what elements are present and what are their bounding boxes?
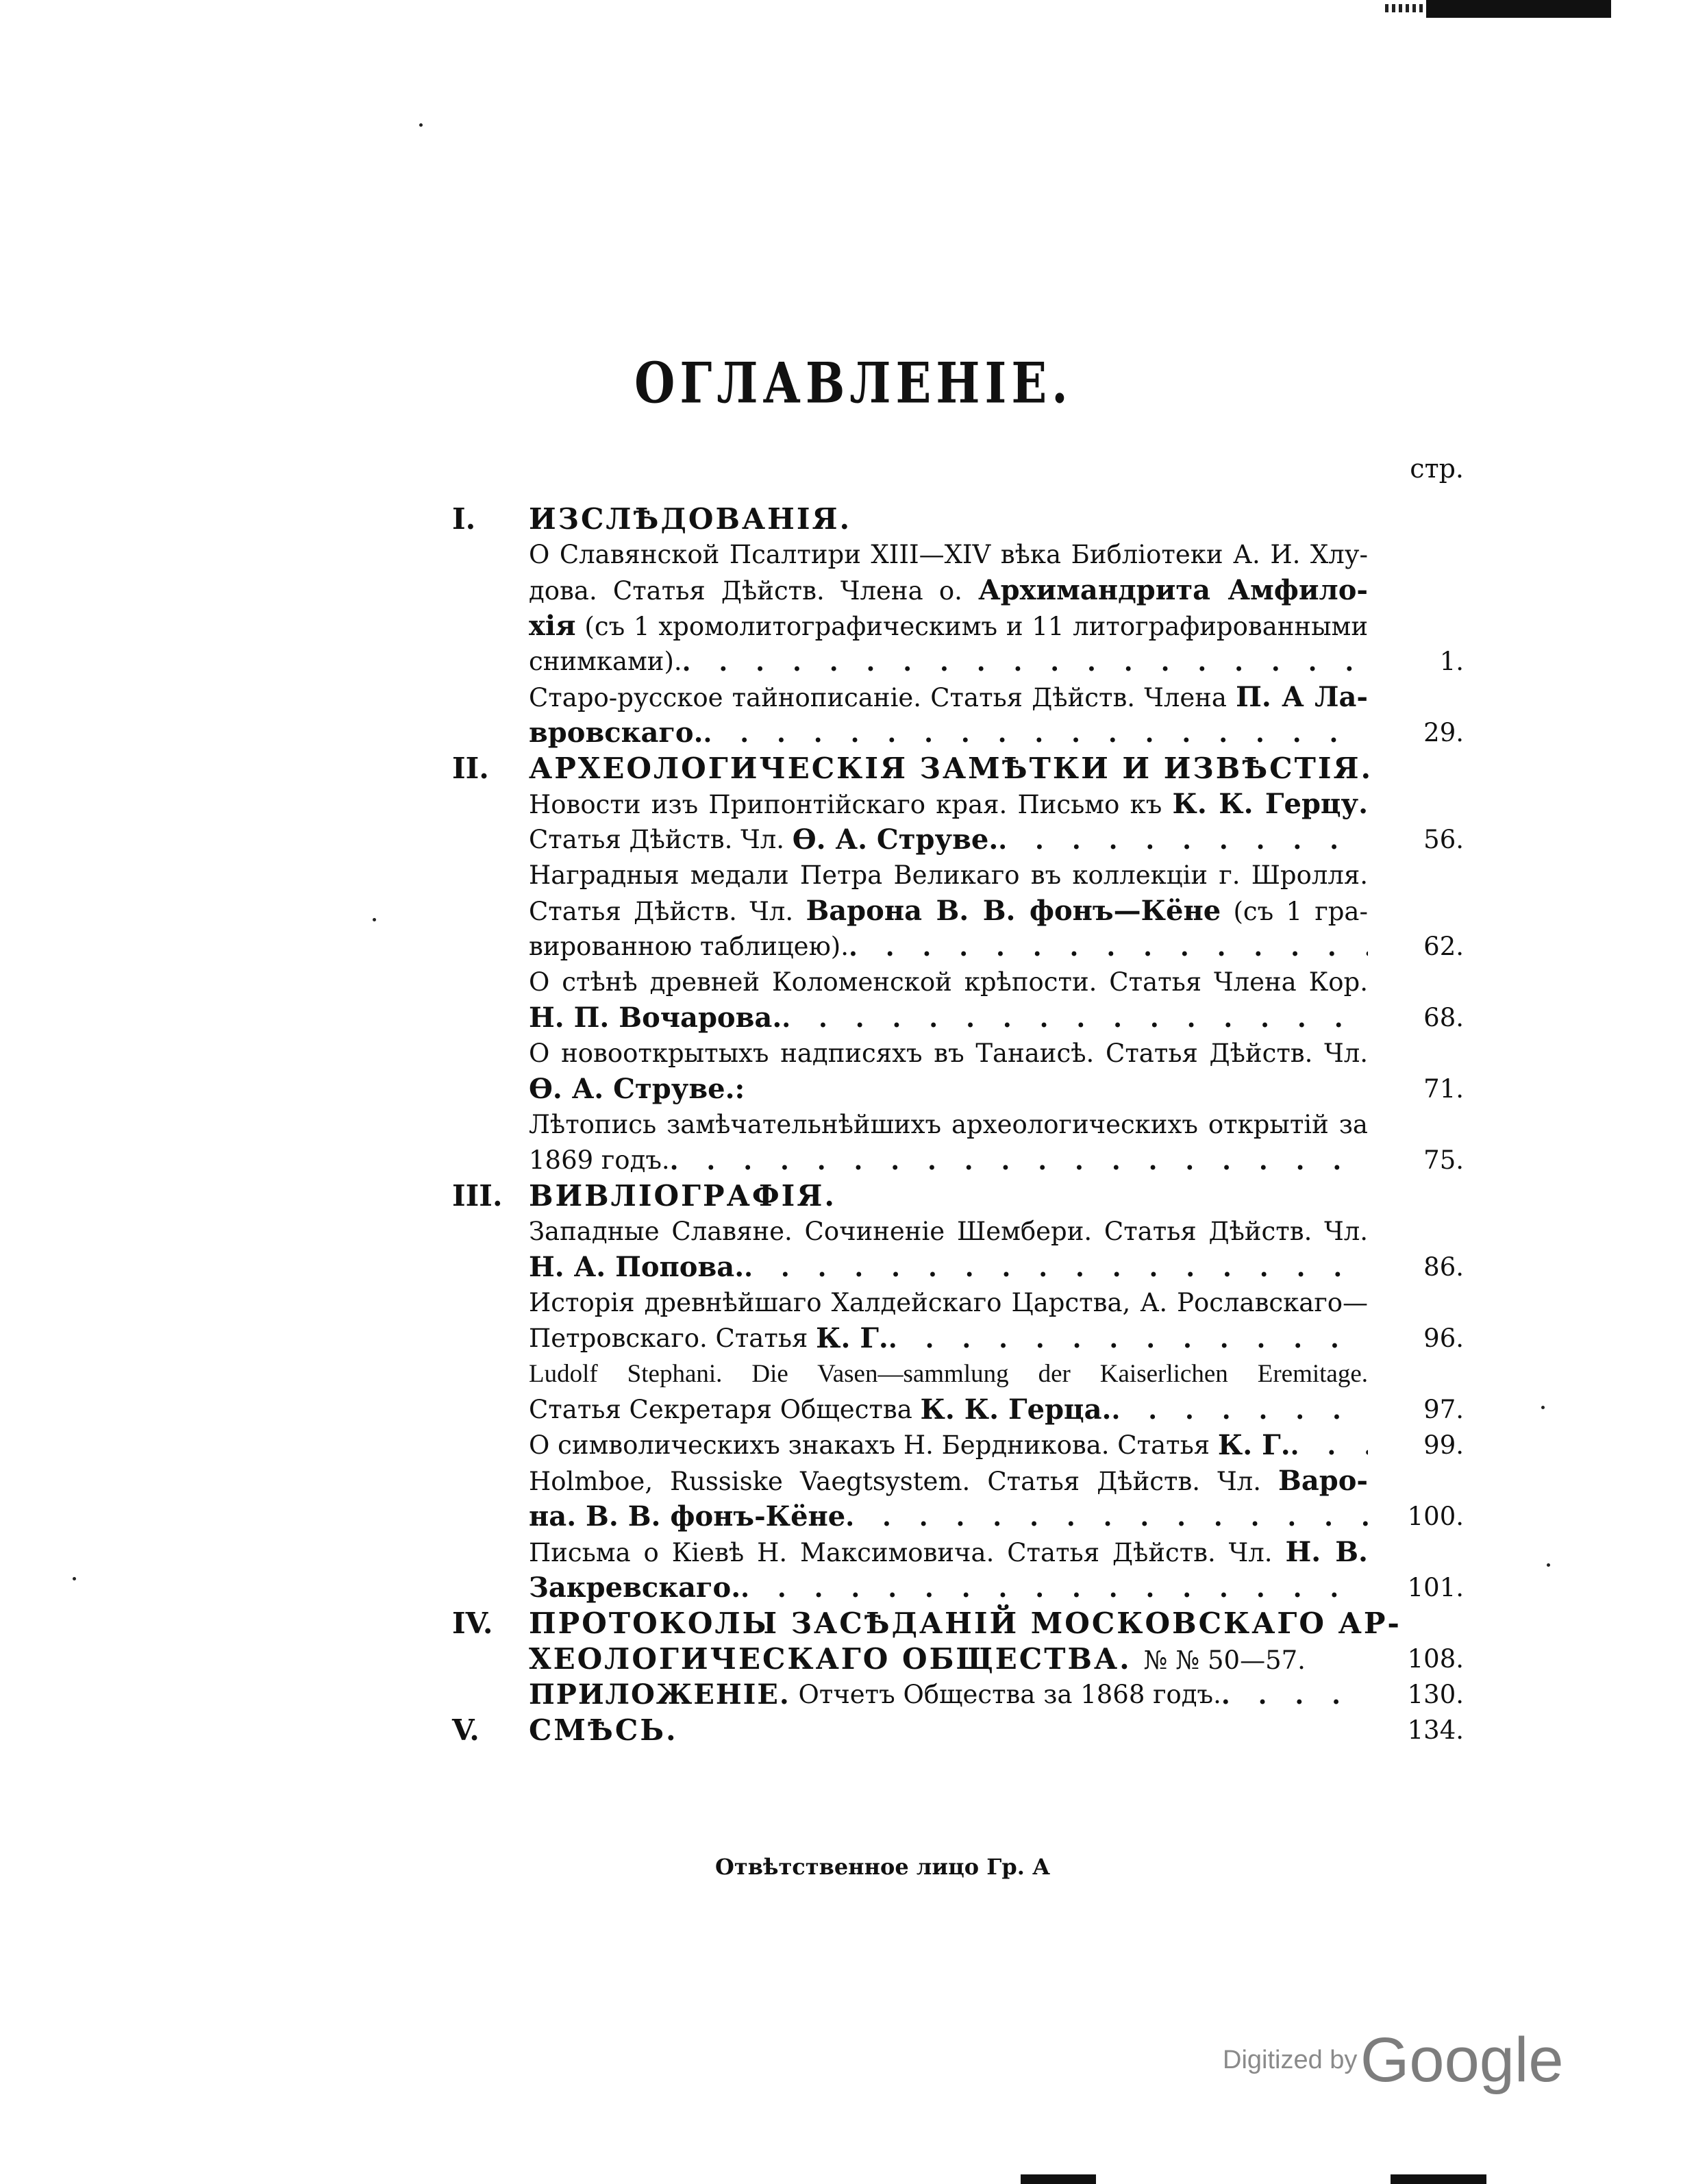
- toc-entry-line: Лѣтопись замѣчательнѣйшихъ археологическихъ открытій за: [529, 1110, 1368, 1139]
- section-4: [452, 1606, 1464, 1677]
- scan-speck: [73, 1577, 76, 1580]
- toc-entry-line: вровскаго. . . .: [529, 715, 1368, 752]
- scan-speck: [373, 918, 376, 921]
- appendix-title[interactable]: ПРИЛОЖЕНІЕ.: [529, 1678, 790, 1711]
- toc-entry-line: Ѳ. А. Струве.:: [529, 1073, 745, 1105]
- toc-entry-line: О новооткрытыхъ надписяхъ въ Танаисѣ. Статья Дѣйств. Чл.: [529, 1039, 1368, 1068]
- page-number[interactable]: 97.: [1423, 1395, 1464, 1424]
- section-1: [452, 501, 1464, 537]
- toc-entry-line: Статья Дѣйств. Чл. Варона В. В. фонъ—Кёне (съ 1 гра-: [529, 895, 1368, 927]
- page-number[interactable]: 134.: [1407, 1715, 1464, 1745]
- toc-entry-line: снимками). . . .: [529, 644, 1368, 680]
- section-number: III.: [452, 1179, 503, 1213]
- section-number: V.: [452, 1713, 479, 1747]
- page-number[interactable]: 130.: [1407, 1680, 1464, 1709]
- page-number[interactable]: 56.: [1423, 825, 1464, 854]
- toc-entry-line: О стѣнѣ древней Коломенской крѣпости. Статья Члена Кор.: [529, 967, 1368, 997]
- scan-edge-mark: [1021, 2174, 1096, 2184]
- page-number[interactable]: 99.: [1423, 1430, 1464, 1460]
- toc-entry-line: на. В. В. фонъ-Кёне . . .: [529, 1499, 1368, 1535]
- responsible-person-note: Отвѣтственное лицо Гр. А: [715, 1854, 1051, 1880]
- toc-entry-line: 1869 годъ. . . .: [529, 1143, 1368, 1179]
- page-number[interactable]: 75.: [1423, 1145, 1464, 1175]
- page-number[interactable]: 100.: [1407, 1502, 1464, 1531]
- page-number[interactable]: 101.: [1407, 1573, 1464, 1602]
- page-number[interactable]: 29.: [1423, 718, 1464, 747]
- google-logo: Google: [1360, 2025, 1564, 2095]
- appendix-entry: [452, 1677, 1464, 1713]
- toc-entry-line: Петровскаго. Статья К. Г. . . .: [529, 1321, 1368, 1357]
- toc-entry-line: Новости изъ Припонтійскаго края. Письмо къ К. К. Герцу.: [529, 788, 1369, 820]
- toc-entry-line: Н. А. Попова. . . .: [529, 1250, 1368, 1286]
- page-number[interactable]: 62.: [1423, 932, 1464, 961]
- section-title[interactable]: ВИВЛІОГРАФІЯ.: [529, 1179, 836, 1213]
- toc-entry-line: О символическихъ знакахъ Н. Бердникова. Статья К. Г. . . .: [529, 1428, 1368, 1464]
- toc-entry-line: Ludolf Stephani. Die Vasen—sammlung der Kaiserlichen Eremitage.: [529, 1360, 1368, 1388]
- section-2: [452, 751, 1464, 786]
- appendix-text: Отчетъ Общества за 1868 годъ.: [798, 1680, 1221, 1709]
- page-title: ОГЛАВЛЕНІЕ.: [634, 351, 1073, 417]
- watermark-prefix: Digitized by: [1223, 2046, 1358, 2074]
- toc-entry-line: дова. Статья Дѣйств. Члена о. Архимандрита Амфило-: [529, 574, 1369, 606]
- section-number: I.: [452, 502, 476, 536]
- table-of-contents: [452, 501, 1464, 1748]
- section-5: [452, 1713, 1464, 1748]
- section-title-continued[interactable]: ХЕОЛОГИЧЕСКАГО ОБЩЕСТВА. № № 50—57.: [529, 1642, 1306, 1676]
- section-number: IV.: [452, 1606, 493, 1640]
- section-title[interactable]: ПРОТОКОЛЫ ЗАСѢДАНІЙ МОСКОВСКАГО АР-: [529, 1606, 1401, 1640]
- section-3: [452, 1178, 1464, 1214]
- scan-edge-mark: [1426, 0, 1611, 18]
- toc-entry-line: Старо-русское тайнописаніе. Статья Дѣйств. Члена П. А Ла-: [529, 681, 1368, 713]
- toc-entry-line: Западные Славяне. Сочиненіе Шембери. Статья Дѣйств. Чл.: [529, 1217, 1368, 1246]
- toc-entry-line: Наградныя медали Петра Великаго въ коллекціи г. Шролля.: [529, 860, 1368, 890]
- toc-entry-line: хія (съ 1 хромолитографическимъ и 11 литографированными: [529, 610, 1368, 642]
- section-title[interactable]: ИЗСЛѢДОВАНІЯ.: [529, 502, 852, 536]
- digitized-watermark: [1223, 2024, 1564, 2096]
- page-number[interactable]: 86.: [1423, 1252, 1464, 1282]
- page-number[interactable]: 108.: [1407, 1644, 1464, 1674]
- toc-entry-line: Закревскаго. . . .: [529, 1570, 1368, 1606]
- toc-entry-line: Holmboe, Russiske Vaegtsystem. Статья Дѣйств. Чл. Варо-: [529, 1465, 1368, 1497]
- page-number[interactable]: 71.: [1423, 1074, 1464, 1104]
- toc-entry-line: О Славянской Псалтири XIII—XIV вѣка Библіотеки А. И. Хлу-: [529, 540, 1368, 569]
- scan-speck: [1541, 1406, 1545, 1409]
- section-title[interactable]: СМѢСЬ.: [529, 1713, 678, 1747]
- scan-speck: [419, 123, 423, 127]
- section-number: II.: [452, 752, 489, 785]
- toc-entry-line: Письма о Кіевѣ Н. Максимовича. Статья Дѣйств. Чл. Н. В.: [529, 1536, 1368, 1568]
- page-column-label: стр.: [1410, 454, 1464, 484]
- toc-entry-line: Статья Дѣйств. Чл. Ѳ. А. Струве. . . .: [529, 822, 1368, 858]
- toc-entry-line: вированною таблицею). . . .: [529, 929, 1368, 965]
- toc-entry-line: Исторія древнѣйшаго Халдейскаго Царства, А. Рославскаго—: [529, 1288, 1368, 1317]
- section-title[interactable]: АРХЕОЛОГИЧЕСКІЯ ЗАМѢТКИ И ИЗВѢСТІЯ.: [529, 752, 1373, 785]
- page-number[interactable]: 68.: [1423, 1003, 1464, 1032]
- scan-speck: [1547, 1563, 1550, 1567]
- page-number[interactable]: 1.: [1439, 647, 1464, 676]
- toc-entry-line: Статья Секретаря Общества К. К. Герца. . . .: [529, 1392, 1368, 1428]
- toc-entry-line: Н. П. Вочарова. . . .: [529, 1000, 1368, 1037]
- page-number[interactable]: 96.: [1423, 1324, 1464, 1353]
- scan-edge-mark: [1391, 2174, 1486, 2184]
